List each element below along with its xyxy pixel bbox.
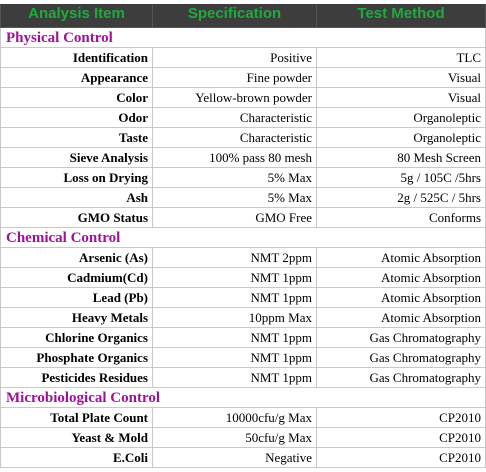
- table-row: [0, 448, 486, 468]
- analysis-item-cell: Cadmium(Cd): [0, 268, 153, 288]
- test-method-cell: CP2010: [317, 408, 486, 428]
- table-row: [0, 148, 486, 168]
- analysis-item-cell: Identification: [0, 48, 153, 68]
- table-row: [0, 288, 486, 308]
- specification-cell: Characteristic: [153, 108, 317, 128]
- table-row: [0, 68, 486, 88]
- specification-cell: 100% pass 80 mesh: [153, 148, 317, 168]
- table-row: [0, 88, 486, 108]
- specification-cell: NMT 1ppm: [153, 288, 317, 308]
- analysis-item-cell: GMO Status: [0, 208, 153, 228]
- table-row: [0, 348, 486, 368]
- specification-cell: 5% Max: [153, 188, 317, 208]
- test-method-cell: Organoleptic: [317, 108, 486, 128]
- table-row: [0, 268, 486, 288]
- specification-cell: NMT 1ppm: [153, 328, 317, 348]
- specification-cell: Characteristic: [153, 128, 317, 148]
- analysis-item-cell: Color: [0, 88, 153, 108]
- analysis-item-cell: Phosphate Organics: [0, 348, 153, 368]
- analysis-item-cell: Total Plate Count: [0, 408, 153, 428]
- table-row: [0, 328, 486, 348]
- analysis-item-cell: Arsenic (As): [0, 248, 153, 268]
- analysis-item-cell: Odor: [0, 108, 153, 128]
- test-method-cell: 5g / 105C /5hrs: [317, 168, 486, 188]
- table-row: [0, 128, 486, 148]
- specification-cell: NMT 1ppm: [153, 368, 317, 388]
- test-method-cell: Gas Chromatography: [317, 328, 486, 348]
- table-row: [0, 308, 486, 328]
- analysis-item-cell: E.Coli: [0, 448, 153, 468]
- test-method-cell: Gas Chromatography: [317, 368, 486, 388]
- analysis-item-cell: Yeast & Mold: [0, 428, 153, 448]
- specification-cell: 10000cfu/g Max: [153, 408, 317, 428]
- header-test-method: Test Method: [317, 4, 486, 28]
- section-title: Microbiological Control: [0, 388, 486, 408]
- test-method-cell: CP2010: [317, 428, 486, 448]
- analysis-item-cell: Heavy Metals: [0, 308, 153, 328]
- specification-cell: 5% Max: [153, 168, 317, 188]
- section-row: [0, 28, 486, 48]
- specification-cell: NMT 2ppm: [153, 248, 317, 268]
- analysis-item-cell: Lead (Pb): [0, 288, 153, 308]
- test-method-cell: Conforms: [317, 208, 486, 228]
- specification-cell: Yellow-brown powder: [153, 88, 317, 108]
- test-method-cell: Atomic Absorption: [317, 268, 486, 288]
- table-row: [0, 248, 486, 268]
- analysis-item-cell: Pesticides Residues: [0, 368, 153, 388]
- test-method-cell: CP2010: [317, 448, 486, 468]
- test-method-cell: Visual: [317, 68, 486, 88]
- test-method-cell: 80 Mesh Screen: [317, 148, 486, 168]
- test-method-cell: Atomic Absorption: [317, 308, 486, 328]
- table-row: [0, 368, 486, 388]
- specification-cell: Negative: [153, 448, 317, 468]
- analysis-item-cell: Appearance: [0, 68, 153, 88]
- test-method-cell: Organoleptic: [317, 128, 486, 148]
- specification-cell: NMT 1ppm: [153, 348, 317, 368]
- specification-cell: GMO Free: [153, 208, 317, 228]
- test-method-cell: Atomic Absorption: [317, 248, 486, 268]
- table-row: [0, 428, 486, 448]
- table-row: [0, 108, 486, 128]
- section-row: [0, 228, 486, 248]
- table-row: [0, 168, 486, 188]
- section-title: Chemical Control: [0, 228, 486, 248]
- analysis-item-cell: Loss on Drying: [0, 168, 153, 188]
- analysis-item-cell: Sieve Analysis: [0, 148, 153, 168]
- test-method-cell: Atomic Absorption: [317, 288, 486, 308]
- test-method-cell: 2g / 525C / 5hrs: [317, 188, 486, 208]
- analysis-item-cell: Chlorine Organics: [0, 328, 153, 348]
- analysis-item-cell: Taste: [0, 128, 153, 148]
- test-method-cell: Visual: [317, 88, 486, 108]
- section-title: Physical Control: [0, 28, 486, 48]
- specification-cell: Fine powder: [153, 68, 317, 88]
- specification-cell: Positive: [153, 48, 317, 68]
- header-specification: Specification: [153, 4, 317, 28]
- specification-cell: 50cfu/g Max: [153, 428, 317, 448]
- test-method-cell: TLC: [317, 48, 486, 68]
- specification-cell: 10ppm Max: [153, 308, 317, 328]
- table-row: [0, 208, 486, 228]
- test-method-cell: Gas Chromatography: [317, 348, 486, 368]
- table-row: [0, 48, 486, 68]
- table-row: [0, 408, 486, 428]
- section-row: [0, 388, 486, 408]
- header-analysis-item: Analysis Item: [0, 4, 153, 28]
- table-row: [0, 188, 486, 208]
- analysis-item-cell: Ash: [0, 188, 153, 208]
- specification-cell: NMT 1ppm: [153, 268, 317, 288]
- table-header: [0, 4, 486, 28]
